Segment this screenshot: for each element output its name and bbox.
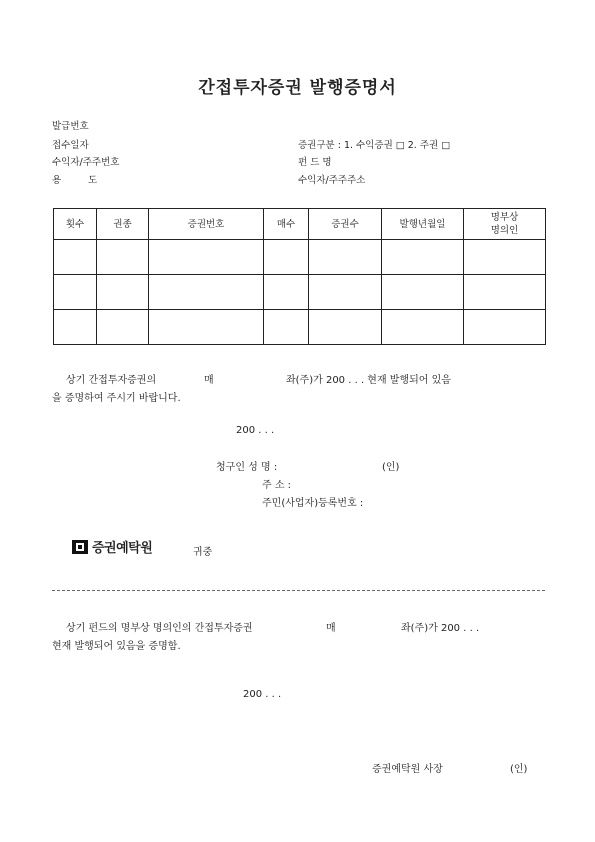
- table-cell: [464, 310, 546, 345]
- table-cell: [54, 275, 97, 310]
- signer-seal-label: (인): [510, 764, 528, 775]
- ksd-logo: [72, 537, 152, 556]
- table-cell: [382, 240, 464, 275]
- recipient-honorific: 귀중: [193, 547, 213, 558]
- header-denomination: 권종: [97, 209, 149, 240]
- signer-title: 증권예탁원 사장: [372, 764, 443, 775]
- issuance-table: [53, 208, 546, 345]
- header-count: 횟수: [54, 209, 97, 240]
- table-cell: [464, 275, 546, 310]
- issue-number-label: 발급번호: [52, 121, 89, 132]
- document-title: 간접투자증권 발행증명서: [198, 78, 397, 98]
- applicant-name-label: 청구인 성 명 :: [216, 462, 278, 473]
- table-cell: [149, 310, 264, 345]
- applicant-seal-label: (인): [382, 462, 400, 473]
- header-securities-count: 증권수: [309, 209, 382, 240]
- request-text-part3: 좌(주)가 200 . . . 현재 발행되어 있음: [286, 375, 451, 386]
- applicant-registration-label: 주민(사업자)등록번호 :: [262, 498, 364, 509]
- receipt-date-label: 접수일자: [52, 140, 89, 151]
- table-cell: [264, 240, 309, 275]
- table-cell: [264, 275, 309, 310]
- table-cell: [264, 310, 309, 345]
- table-cell: [464, 240, 546, 275]
- table-cell: [309, 275, 382, 310]
- table-cell: [54, 240, 97, 275]
- header-securities-number: 증권번호: [149, 209, 264, 240]
- table-cell: [97, 310, 149, 345]
- applicant-address-label: 주 소 :: [262, 480, 292, 491]
- beneficiary-number-label: 수익자/주주번호: [52, 157, 120, 168]
- request-text-line2: 을 증명하여 주시기 바랍니다.: [52, 393, 181, 404]
- table-cell: [149, 240, 264, 275]
- certification-text-line2: 현재 발행되어 있음을 증명함.: [52, 641, 181, 652]
- table-row: [54, 240, 546, 275]
- header-quantity: 매수: [264, 209, 309, 240]
- cut-line-divider: [52, 590, 545, 591]
- securities-type-label: 증권구분 : 1. 수익증권 □ 2. 주권 □: [298, 140, 451, 151]
- table-cell: [382, 310, 464, 345]
- beneficiary-address-label: 수익자/주주주소: [298, 175, 366, 186]
- table-cell: [54, 310, 97, 345]
- purpose-label-part2: 도: [88, 175, 98, 186]
- request-date: 200 . . .: [236, 425, 275, 436]
- table-cell: [97, 240, 149, 275]
- certification-text-part3: 좌(주)가 200 . . .: [401, 623, 480, 634]
- table-row: [54, 310, 546, 345]
- header-registered-holder: 명부상 명의인: [464, 209, 546, 240]
- ksd-logo-text: 증권예탁원: [92, 541, 153, 556]
- fund-name-label: 펀 드 명: [298, 157, 332, 168]
- header-issue-date: 발행년월일: [382, 209, 464, 240]
- table-header-row: [54, 209, 546, 240]
- certification-date: 200 . . .: [243, 689, 282, 700]
- request-text-part1: 상기 간접투자증권의: [66, 375, 157, 386]
- table-cell: [309, 240, 382, 275]
- purpose-label-part1: 용: [52, 175, 62, 186]
- table-row: [54, 275, 546, 310]
- certification-text-part2: 매: [326, 623, 336, 634]
- table-cell: [309, 310, 382, 345]
- table-cell: [382, 275, 464, 310]
- request-text-part2: 매: [204, 375, 214, 386]
- table-cell: [97, 275, 149, 310]
- certification-text-part1: 상기 펀드의 명부상 명의인의 간접투자증권: [66, 623, 253, 634]
- table-cell: [149, 275, 264, 310]
- ksd-logo-icon: [72, 540, 88, 554]
